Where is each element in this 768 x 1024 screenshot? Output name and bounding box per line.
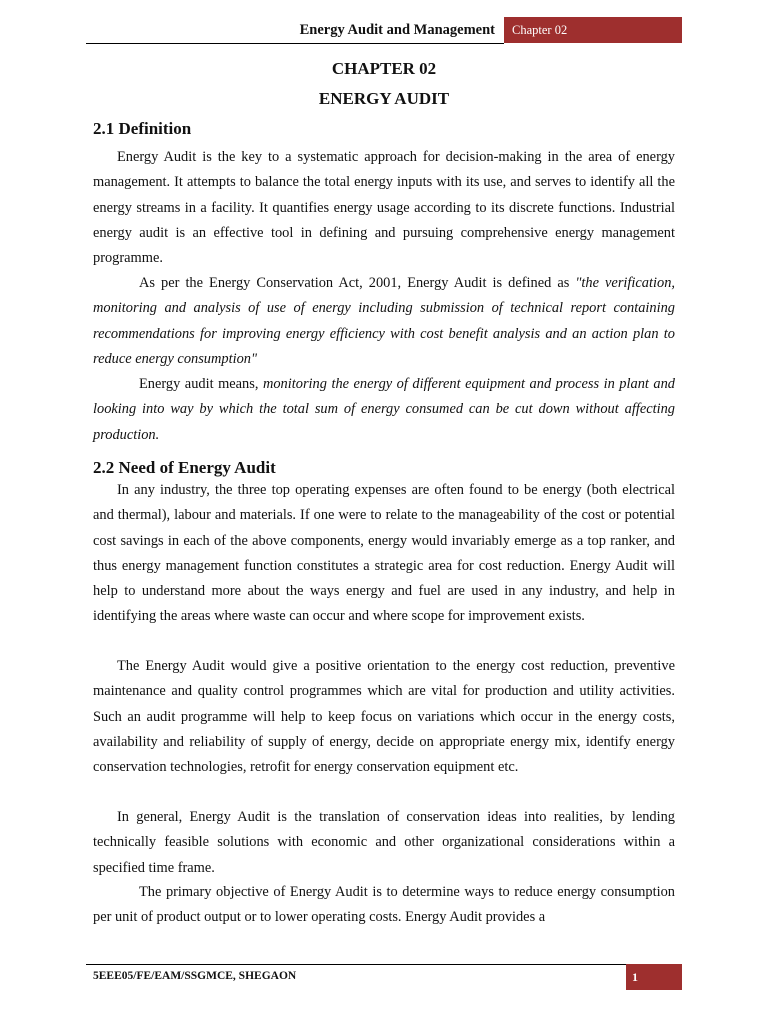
page-number-badge: 1 (626, 964, 682, 990)
definition-paragraph-2-lead: As per the Energy Conservation Act, 2001, Energy Audit is defined as (139, 275, 576, 291)
footer-rule (86, 964, 626, 965)
chapter-title: ENERGY AUDIT (318, 89, 450, 108)
section-heading-need: 2.2 Need of Energy Audit (93, 458, 276, 477)
footer-course-code: 5EEE05/FE/EAM/SSGMCE, SHEGAON (93, 970, 297, 982)
running-header-title: Energy Audit and Management (299, 22, 495, 38)
need-paragraph-4-text: The primary objective of Energy Audit is to determine ways to reduce energy consumption per unit of product output or to lower operating costs. Energy Audit provides a (93, 884, 675, 926)
need-paragraph-1-text: In any industry, the three top operating expenses are often found to be energy (both electrical and thermal), labour and materials. If one were to relate to the manageability of the cost or potential cost savings in each of the above components, energy would invariably emerge as a top ranker, and thus energy management function constitutes a strategic area for cost reduction. Energy Audit will help to understand more about the ways energy and fuel are used in any industry, and help in identifying the areas where waste can occur and where scope for improvement exists. (93, 482, 675, 625)
chapter-heading: CHAPTER 02 (331, 59, 437, 78)
definition-paragraph-2 (93, 271, 675, 372)
section-heading-definition: 2.1 Definition (93, 119, 192, 138)
definition-paragraph-3-lead: Energy audit means, (139, 376, 263, 392)
need-paragraph-3 (93, 805, 675, 881)
header-rule (86, 43, 504, 44)
definition-paragraph-1-text: Energy Audit is the key to a systematic approach for decision-making in the area of energy management. It attempts to balance the total energy inputs with its use, and serves to identify all the energy streams in a facility. It quantifies energy usage according to its discrete functions. Industrial energy audit is an effective tool in defining and pursuing comprehensive energy management programme. (93, 149, 675, 267)
definition-paragraph-1 (93, 145, 675, 271)
need-paragraph-3-text: In general, Energy Audit is the translation of conservation ideas into realities, by lending technically feasible solutions with economic and other organizational considerations within a specified time frame. (93, 809, 675, 876)
definition-paragraph-3 (93, 372, 675, 448)
need-paragraph-4 (93, 880, 675, 931)
definition-quote: "the verification, monitoring and analysis of use of energy including submission of technical report containing recommendations for improving energy efficiency with cost benefit analysis and an action plan to reduce energy consumption" (93, 275, 675, 367)
need-paragraph-1 (93, 478, 675, 630)
definition-paragraph-3-italic: monitoring the energy of different equipment and process in plant and looking into way by which the total sum of energy consumed can be cut down without affecting production. (93, 376, 675, 443)
need-paragraph-2-text: The Energy Audit would give a positive orientation to the energy cost reduction, preventive maintenance and quality control programmes which are vital for production and utility activities. Such an audit programme will help to keep focus on variations which occur in the energy costs, availability and reliability of supply of energy, decide on appropriate energy mix, identify energy conservation technologies, retrofit for energy conservation equipment etc. (93, 658, 675, 776)
chapter-badge: Chapter 02 (504, 17, 682, 43)
need-paragraph-2 (93, 654, 675, 780)
